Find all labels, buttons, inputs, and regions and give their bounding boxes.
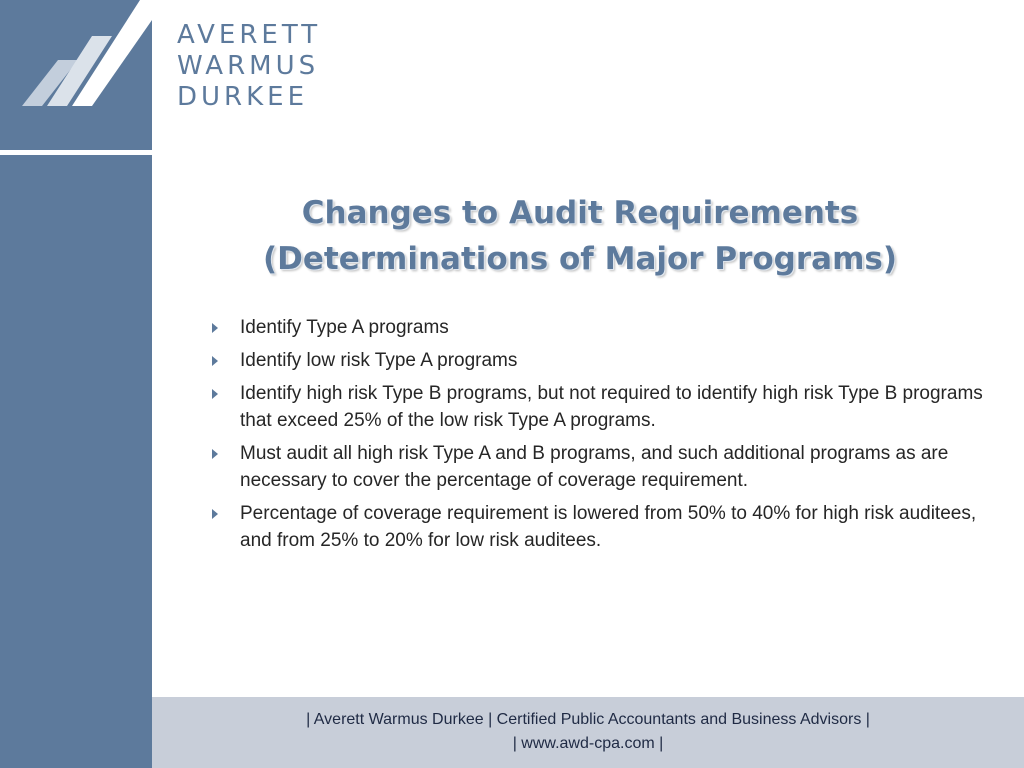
bullet-item xyxy=(210,347,990,374)
footer-line-1: | Averett Warmus Durkee | Certified Public Accountants and Business Advisors | xyxy=(306,711,870,728)
title-line-2: (Determinations of Major Programs) xyxy=(262,241,897,277)
bullet-text: Identify high risk Type B programs, but not required to identify high risk Type B programs that exceed 25% of the low risk Type A programs. xyxy=(240,383,983,431)
logo-line-3: DURKEE xyxy=(177,82,309,112)
bullet-text: Identify low risk Type A programs xyxy=(240,350,518,371)
bullet-text: Percentage of coverage requirement is lowered from 50% to 40% for high risk auditees, and from 25% to 20% for low risk auditees. xyxy=(240,503,977,551)
footer-bar xyxy=(152,697,1024,768)
bullet-list xyxy=(210,314,990,560)
bullet-arrow-icon xyxy=(212,356,218,366)
logo-line-2: WARMUS xyxy=(177,51,320,81)
company-logo-wordmark xyxy=(177,20,321,113)
bullet-item xyxy=(210,380,990,434)
title-line-1: Changes to Audit Requirements xyxy=(301,195,859,231)
bullet-text: Identify Type A programs xyxy=(240,317,449,338)
logo-line-1: AVERETT xyxy=(177,20,322,50)
bullet-item xyxy=(210,314,990,341)
slide-title xyxy=(200,190,960,282)
bullet-arrow-icon xyxy=(212,449,218,459)
bullet-item xyxy=(210,440,990,494)
footer-website-link[interactable]: | www.awd-cpa.com | xyxy=(512,735,664,752)
sidebar-band xyxy=(0,155,152,768)
logo-stripes-icon xyxy=(0,0,152,150)
bullet-arrow-icon xyxy=(212,509,218,519)
bullet-item xyxy=(210,500,990,554)
logo-mark xyxy=(0,0,152,150)
bullet-text: Must audit all high risk Type A and B programs, and such additional programs as are necessary to cover the percentage of coverage requirement. xyxy=(240,443,949,491)
bullet-arrow-icon xyxy=(212,323,218,333)
bullet-arrow-icon xyxy=(212,389,218,399)
